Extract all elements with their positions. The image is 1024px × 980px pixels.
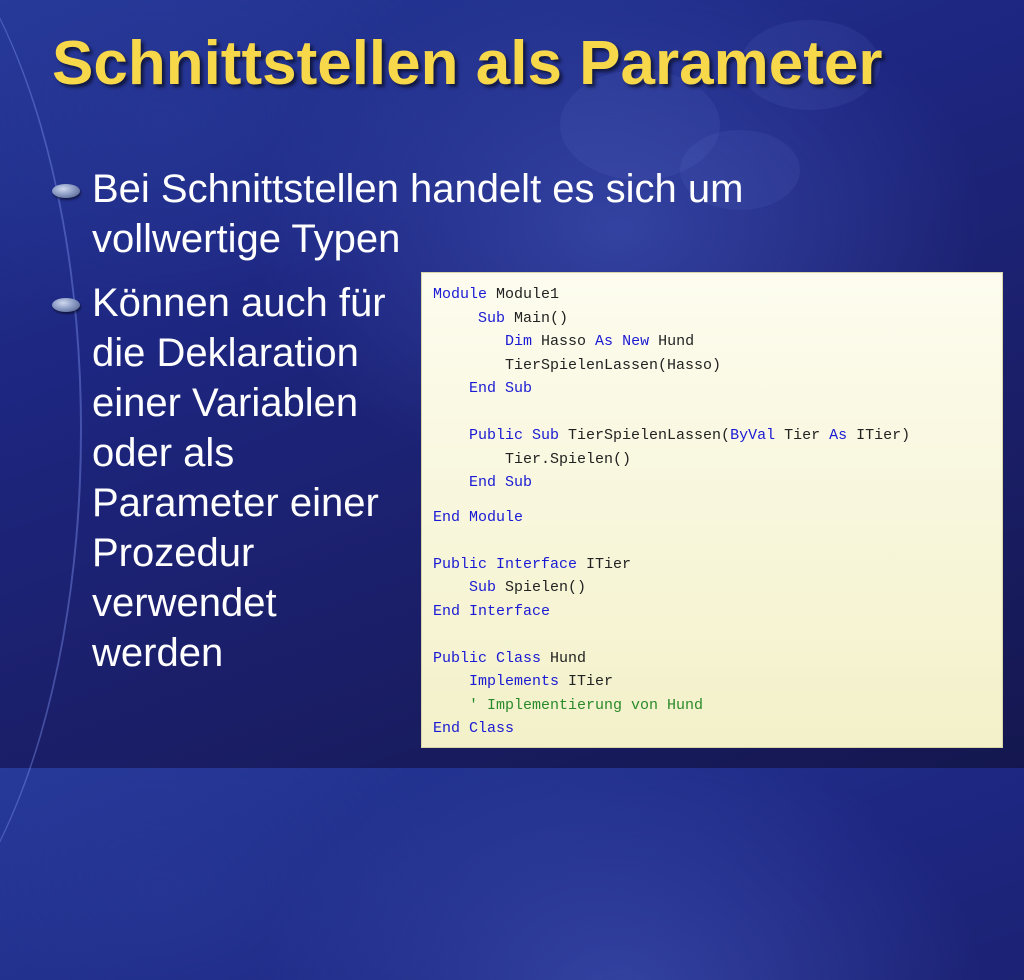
- code-line: [433, 377, 992, 401]
- code-text: Spielen(): [496, 579, 587, 596]
- code-line: [433, 600, 992, 624]
- code-keyword: Dim: [505, 333, 533, 350]
- code-text: ITier: [577, 555, 632, 573]
- code-text: [433, 579, 469, 596]
- code-keyword: As: [829, 427, 848, 444]
- bullet-dot-icon: [52, 184, 80, 198]
- code-text: [433, 673, 469, 690]
- code-line: [433, 471, 992, 495]
- code-keyword: Public Class: [433, 649, 542, 667]
- code-line: [433, 694, 992, 718]
- code-spacer: [433, 495, 992, 506]
- code-text: TierSpielenLassen(: [559, 427, 731, 444]
- code-keyword: End Interface: [433, 602, 551, 620]
- bullet-item: [92, 278, 412, 678]
- code-line: [433, 576, 992, 600]
- code-line: [433, 506, 992, 530]
- code-keyword: ByVal: [730, 427, 776, 444]
- bullet-item: [92, 164, 852, 264]
- code-line: [433, 354, 992, 378]
- code-text: Main(): [505, 309, 569, 327]
- bullet-text: Können auch für die Deklaration einer Variablen oder als Parameter einer Prozedur verwendet werden: [92, 281, 386, 675]
- code-line: [433, 283, 992, 307]
- code-line: [433, 401, 992, 425]
- code-text: Hasso: [532, 333, 596, 350]
- code-keyword: End Module: [433, 508, 524, 526]
- code-text: [433, 474, 469, 491]
- code-text: Tier.Spielen(): [433, 450, 632, 468]
- code-text: [433, 310, 478, 327]
- code-line: [433, 448, 992, 472]
- bullet-text: Bei Schnittstellen handelt es sich um vollwertige Typen: [92, 167, 744, 261]
- code-text: TierSpielenLassen(Hasso): [433, 356, 722, 374]
- code-text: [433, 380, 469, 397]
- code-line: [433, 424, 992, 448]
- code-text: ITier): [847, 427, 911, 444]
- code-line: [433, 623, 992, 647]
- code-block: [421, 272, 1003, 748]
- code-keyword: As: [595, 333, 614, 350]
- code-line: [433, 330, 992, 354]
- code-text: Module1: [487, 286, 560, 303]
- code-text: [433, 333, 505, 350]
- background-swoosh: [0, 0, 82, 980]
- code-line: [433, 553, 992, 577]
- code-keyword: Public Sub: [469, 427, 560, 444]
- code-comment: ' Implementierung von Hund: [469, 696, 704, 714]
- code-keyword: Public Interface: [433, 555, 578, 573]
- code-line: [433, 529, 992, 553]
- code-keyword: Sub: [478, 309, 506, 327]
- code-text: Tier: [775, 427, 830, 444]
- code-keyword: New: [622, 333, 650, 350]
- bullet-dot-icon: [52, 298, 80, 312]
- code-keyword: Implements: [469, 673, 560, 690]
- code-line: [433, 717, 992, 741]
- code-line: [433, 670, 992, 694]
- code-text: ITier: [559, 673, 614, 690]
- code-line: [433, 647, 992, 671]
- code-text: Hund: [541, 649, 587, 667]
- slide-title: Schnittstellen als Parameter: [52, 29, 883, 98]
- code-keyword: End Sub: [469, 380, 533, 397]
- code-keyword: End Sub: [469, 474, 533, 491]
- code-text: [433, 427, 469, 444]
- code-keyword: Module: [433, 286, 488, 303]
- code-text: Hund: [649, 333, 695, 350]
- code-text: [433, 697, 469, 714]
- code-text: [613, 333, 622, 350]
- code-keyword: Sub: [469, 579, 497, 596]
- code-keyword: End Class: [433, 720, 515, 737]
- code-line: [433, 307, 992, 331]
